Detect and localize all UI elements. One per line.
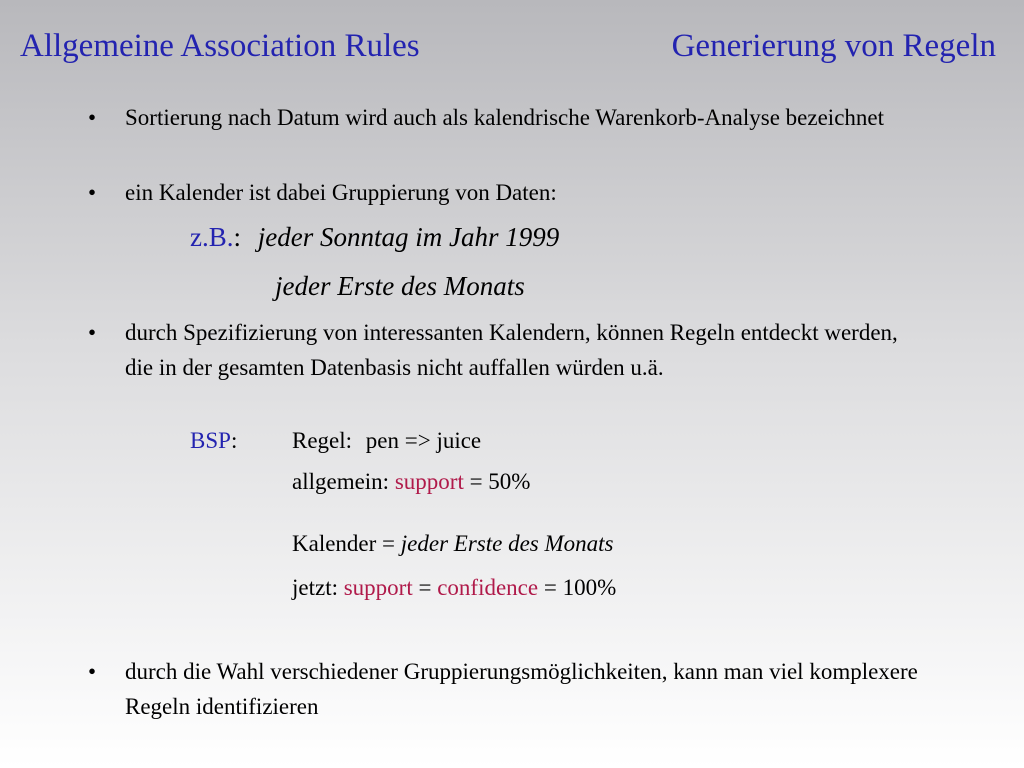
rule-value: pen => juice: [365, 428, 482, 453]
bullet-dot: •: [88, 180, 97, 205]
bsp-colon: :: [230, 428, 238, 453]
bullet-text: durch Spezifizierung von interessanten Kalendern, können Regeln entdeckt werden, die in der gesamten Datenbasis nicht auffallen würden u.ä.: [125, 320, 898, 380]
bsp-label: BSP: [190, 428, 231, 453]
example-line-1: [190, 222, 559, 253]
now-line: [292, 575, 616, 601]
bullet-dot: •: [88, 320, 97, 345]
slide-title-left: Allgemeine Association Rules: [20, 28, 420, 64]
rule-label: Regel:: [292, 428, 353, 453]
general-value: = 50%: [469, 469, 531, 494]
support-term: support: [343, 575, 413, 600]
example-colon: :: [233, 222, 242, 252]
general-support-line: [292, 469, 530, 495]
calendar-prefix: Kalender =: [292, 531, 396, 556]
example-value-1: jeder Sonntag im Jahr 1999: [257, 222, 560, 252]
confidence-term: confidence: [437, 575, 539, 600]
calendar-value: jeder Erste des Monats: [400, 531, 614, 556]
equals-sign: =: [418, 575, 432, 600]
bullet-text: ein Kalender ist dabei Gruppierung von Daten:: [125, 180, 557, 205]
bsp-line: [190, 428, 237, 454]
example-value-2: jeder Erste des Monats: [275, 271, 525, 301]
rule-line: [292, 428, 481, 454]
general-prefix: allgemein:: [292, 469, 390, 494]
calendar-line: [292, 531, 613, 557]
bullet-text: durch die Wahl verschiedener Gruppierungsmöglichkeiten, kann man viel komplexere Regeln identifizieren: [125, 659, 918, 719]
bullet-dot: •: [88, 659, 97, 684]
bullet-text: Sortierung nach Datum wird auch als kalendrische Warenkorb-Analyse bezeichnet: [125, 105, 884, 130]
support-term: support: [394, 469, 464, 494]
bullet-item: [88, 654, 938, 724]
bullet-dot: •: [88, 105, 97, 130]
now-prefix: jetzt:: [292, 575, 338, 600]
example-label: z.B.: [190, 222, 234, 252]
slide-title-right: Generierung von Regeln: [671, 28, 996, 64]
bullet-item: [88, 100, 938, 135]
now-value: = 100%: [543, 575, 617, 600]
bullet-item: [88, 315, 938, 385]
bullet-item: [88, 175, 938, 210]
